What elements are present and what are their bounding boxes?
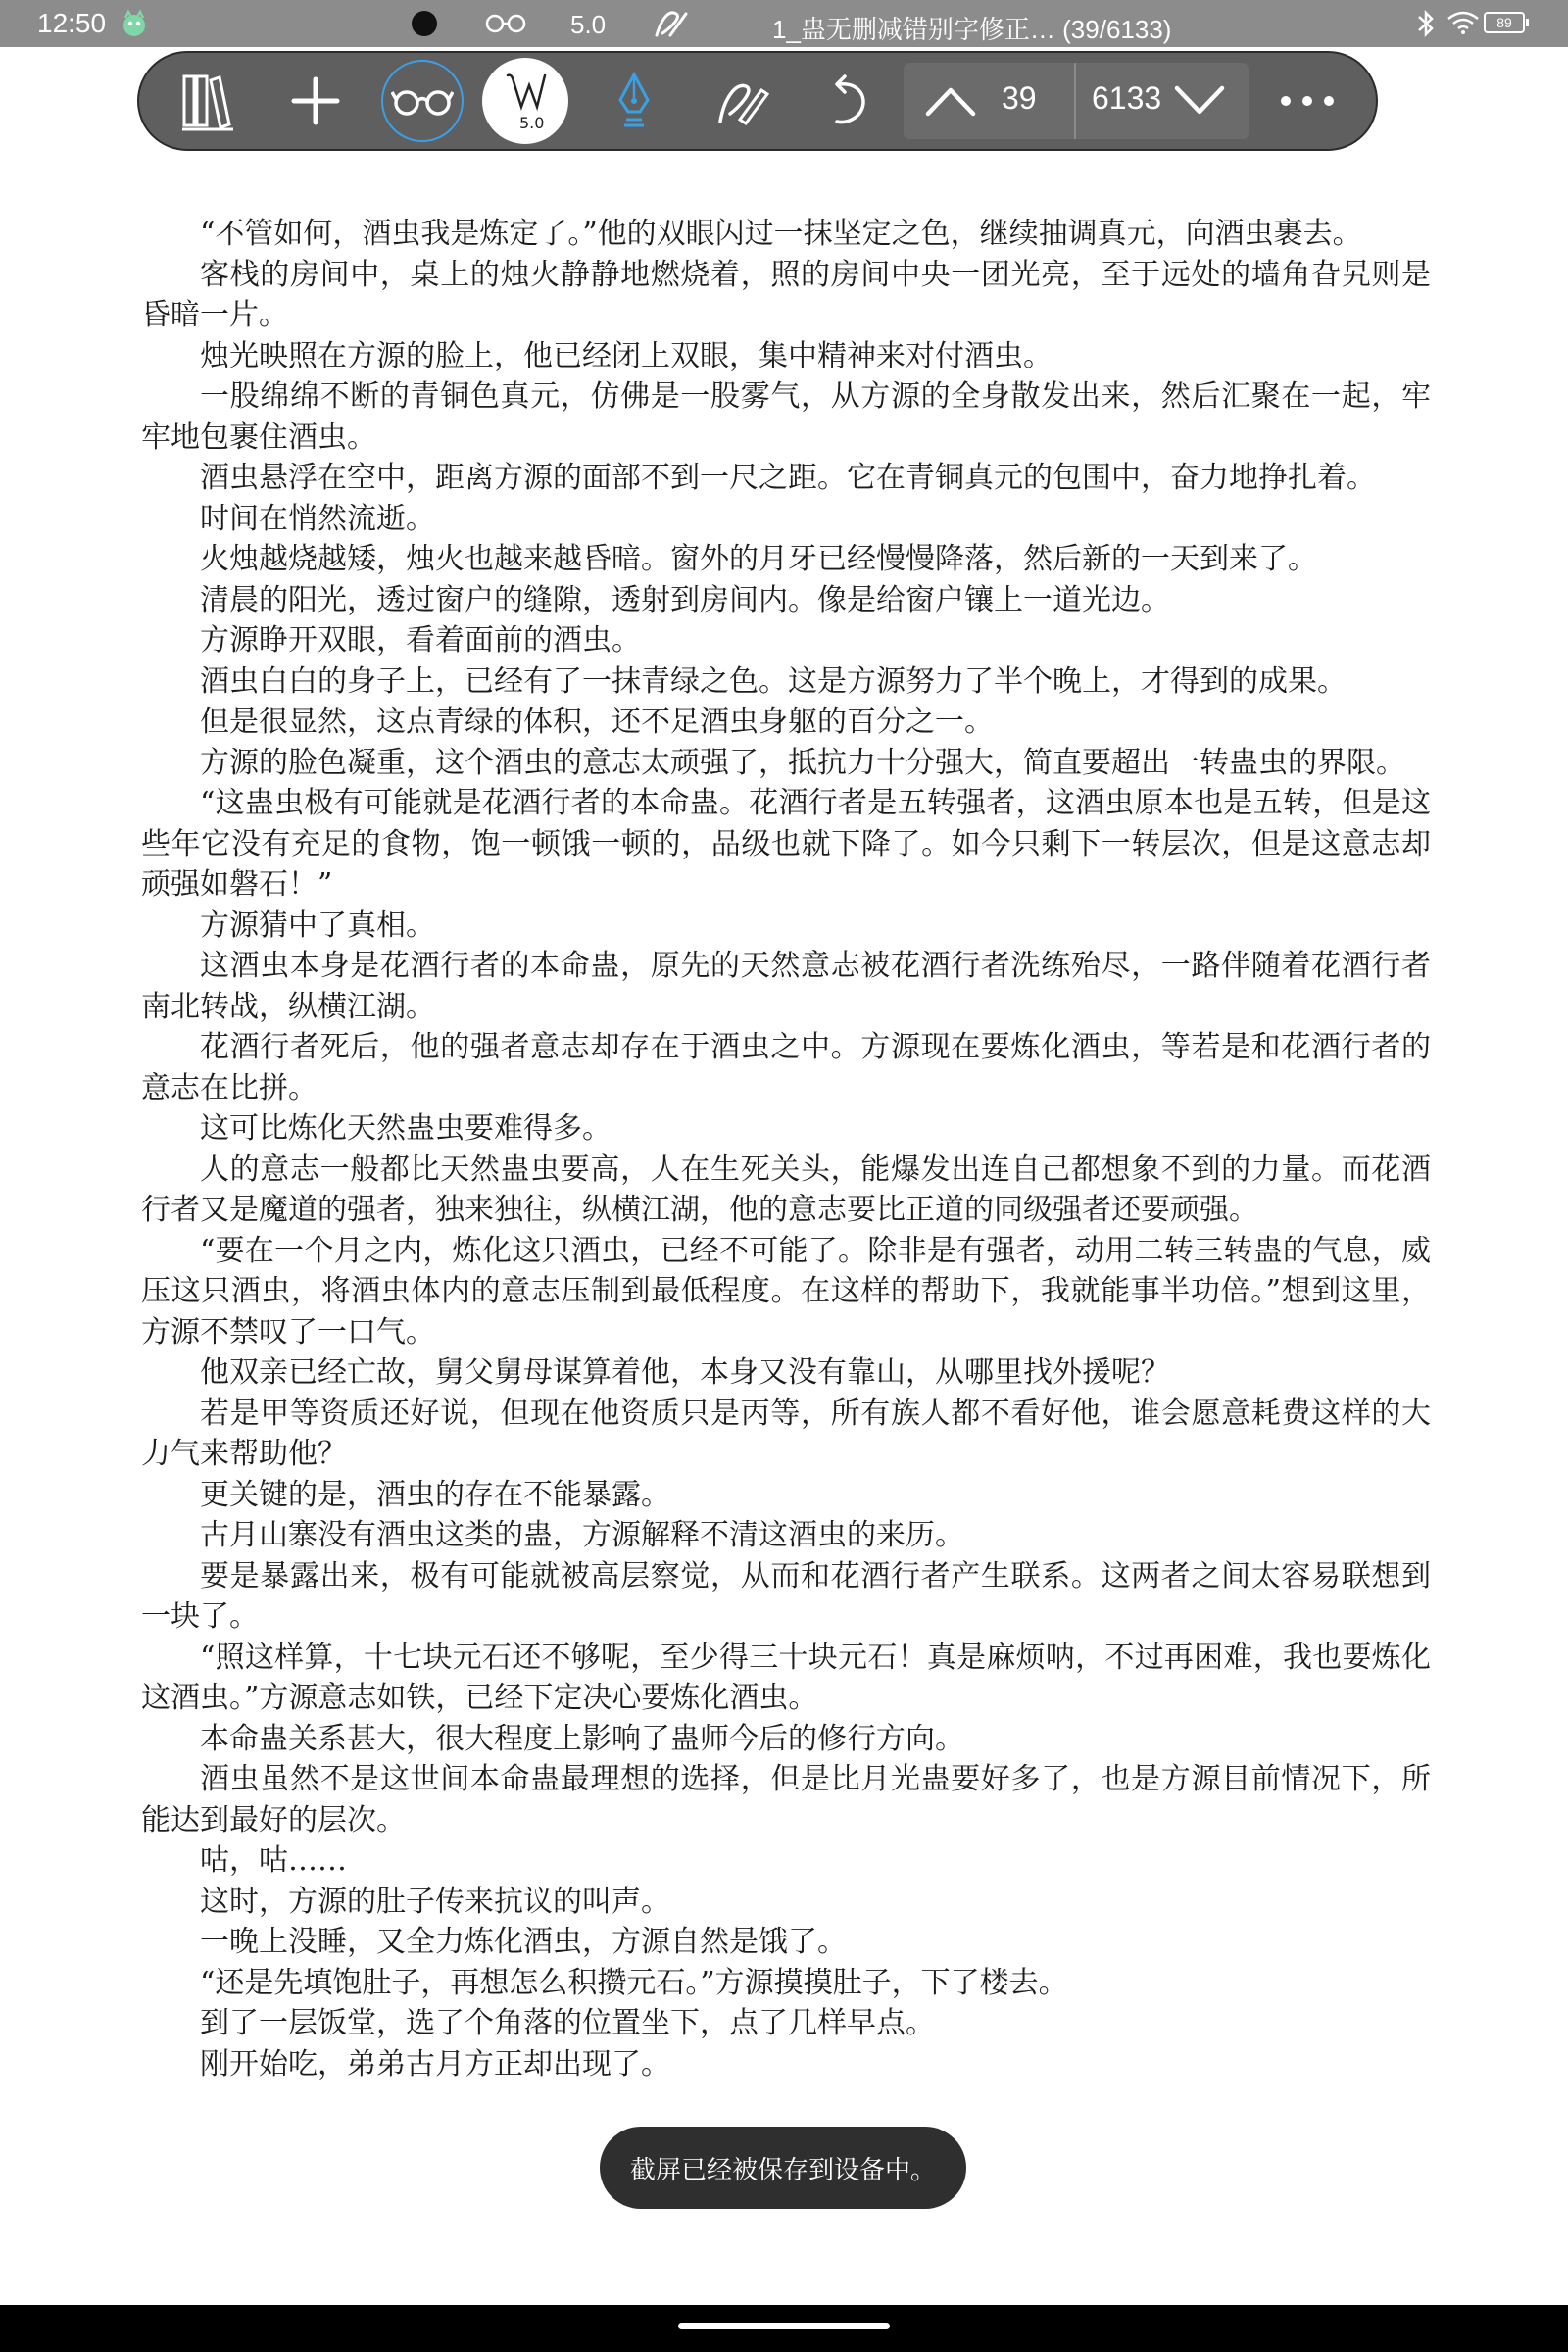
wifi-icon bbox=[1446, 10, 1480, 35]
signature-icon bbox=[653, 6, 692, 41]
paragraph: 酒虫白白的身子上，已经有了一抹青绿之色。这是方源努力了半个晚上，才得到的成果。 bbox=[200, 663, 1347, 699]
system-navigation-bar bbox=[0, 2305, 1568, 2352]
previous-page-button[interactable] bbox=[921, 73, 980, 129]
glasses-icon bbox=[391, 84, 454, 118]
font-size-button[interactable] bbox=[480, 53, 570, 149]
paragraph: “照这样算，十七块元石还不够呢，至少得三十块元石！真是麻烦呐，不过再困难，我也要炼化这酒虫。”方源意志如铁，已经下定决心要炼化酒虫。 bbox=[141, 1640, 1431, 1715]
bluetooth-icon bbox=[1415, 8, 1437, 39]
clock: 12:50 bbox=[37, 8, 107, 38]
next-page-button[interactable] bbox=[1170, 73, 1229, 129]
paragraph: 时间在悄然流逝。 bbox=[200, 501, 435, 536]
add-button[interactable] bbox=[276, 53, 355, 149]
paragraph: “这蛊虫极有可能就是花酒行者的本命蛊。花酒行者是五转强者，这酒虫原本也是五转，但是这些年它没有充足的食物，饱一顿饿一顿的，品级也就下降了。如今只剩下一转层次，但是这意志却顽强如磐石！” bbox=[141, 786, 1431, 902]
paragraph: 方源的脸色凝重，这个酒虫的意志太顽强了，抵抗力十分强大，简直要超出一转蛊虫的界限。 bbox=[200, 745, 1405, 780]
reading-mode-ring bbox=[381, 60, 464, 142]
paragraph: 酒虫悬浮在空中，距离方源的面部不到一尺之距。它在青铜真元的包围中，奋力地挣扎着。 bbox=[200, 461, 1376, 495]
home-gesture-handle[interactable] bbox=[678, 2323, 890, 2329]
chevron-up-icon bbox=[924, 84, 977, 118]
reader-toolbar bbox=[137, 51, 1378, 151]
paragraph: 更关键的是，酒虫的存在不能暴露。 bbox=[200, 1477, 670, 1512]
paragraph: 烛光映照在方源的脸上，他已经闭上双眼，集中精神来对付酒虫。 bbox=[200, 338, 1053, 373]
paragraph: 但是很显然，这点青绿的体积，还不足酒虫身躯的百分之一。 bbox=[200, 705, 994, 739]
paragraph: 若是甲等资质还好说，但现在他资质只是丙等，所有族人都不看好他，谁会愿意耗费这样的大力气来帮助他？ bbox=[141, 1396, 1431, 1471]
paragraph: 火烛越烧越矮，烛火也越来越昏暗。窗外的月牙已经慢慢降落，然后新的一天到来了。 bbox=[200, 542, 1317, 576]
library-button[interactable] bbox=[169, 53, 247, 149]
page-navigator bbox=[904, 63, 1249, 139]
signature-button[interactable] bbox=[703, 53, 781, 149]
font-size-value: 5.0 bbox=[519, 114, 545, 132]
pen-tool-button[interactable] bbox=[600, 53, 668, 149]
app-mascot-icon bbox=[120, 9, 149, 38]
font-size-badge bbox=[482, 58, 568, 144]
font-w-icon bbox=[482, 62, 568, 121]
bookshelf-icon bbox=[180, 71, 235, 131]
status-bar bbox=[0, 0, 1568, 47]
paragraph: 清晨的阳光，透过窗户的缝隙，透射到房间内。像是给窗户镶上一道光边。 bbox=[200, 582, 1170, 617]
paragraph: “不管如何，酒虫我是炼定了。”他的双眼闪过一抹坚定之色，继续抽调真元，向酒虫裹去。 bbox=[200, 217, 1362, 251]
paragraph: 要是暴露出来，极有可能就被高层察觉，从而和花酒行者产生联系。这两者之间太容易联想到一块了。 bbox=[141, 1558, 1431, 1634]
battery-indicator: 89 bbox=[1484, 12, 1525, 33]
signature-pen-icon bbox=[714, 74, 769, 127]
paragraph: 本命蛊关系甚大，很大程度上影响了蛊师今后的修行方向。 bbox=[200, 1721, 964, 1756]
paragraph: “还是先填饱肚子，再想怎么积攒元石。”方源摸摸肚子，下了楼去。 bbox=[200, 1965, 1068, 2000]
reading-content[interactable] bbox=[141, 214, 1431, 2084]
undo-button[interactable] bbox=[813, 53, 882, 149]
paragraph: 咕，咕…… bbox=[200, 1843, 347, 1878]
fountain-pen-icon bbox=[614, 71, 654, 131]
paragraph: “要在一个月之内，炼化这只酒虫，已经不可能了。除非是有强者，动用二转三转蛊的气息，威压这只酒虫，将酒虫体内的意志压制到最低程度。在这样的帮助下，我就能事半功倍。”想到这里，方源不禁叹了一口气。 bbox=[141, 1233, 1431, 1349]
paragraph: 方源睁开双眼，看着面前的酒虫。 bbox=[200, 623, 641, 658]
pager-divider bbox=[1074, 63, 1076, 139]
paragraph: 方源猜中了真相。 bbox=[200, 907, 435, 943]
reading-mode-button[interactable] bbox=[378, 53, 466, 149]
paragraph: 这时，方源的肚子传来抗议的叫声。 bbox=[200, 1884, 670, 1919]
plus-icon bbox=[290, 75, 341, 126]
paragraph: 酒虫虽然不是这世间本命蛊最理想的选择，但是比月光蛊要好多了，也是方源目前情况下，所能达到最好的层次。 bbox=[141, 1762, 1431, 1838]
paragraph: 到了一层饭堂，选了个角落的位置坐下，点了几样早点。 bbox=[200, 2006, 935, 2040]
more-options-button[interactable] bbox=[1268, 53, 1347, 149]
total-pages-number[interactable]: 6133 bbox=[1092, 80, 1162, 116]
chevron-down-icon bbox=[1173, 84, 1226, 118]
reading-mode-icon bbox=[484, 10, 527, 37]
paragraph: 古月山寨没有酒虫这类的蛊，方源解释不清这酒虫的来历。 bbox=[200, 1518, 964, 1552]
paragraph: 一晚上没睡，又全力炼化酒虫，方源自然是饿了。 bbox=[200, 1925, 847, 1959]
paragraph: 刚开始吃，弟弟古月方正却出现了。 bbox=[200, 2046, 670, 2082]
zoom-level: 5.0 bbox=[570, 10, 607, 39]
more-dots-icon bbox=[1278, 94, 1337, 108]
paragraph: 花酒行者死后，他的强者意志却存在于酒虫之中。方源现在要炼化酒虫，等若是和花酒行者的意志在比拼。 bbox=[141, 1030, 1431, 1105]
paragraph: 这酒虫本身是花酒行者的本命蛊，原先的天然意志被花酒行者洗练殆尽，一路伴随着花酒行者南北转战，纵横江湖。 bbox=[141, 949, 1431, 1024]
paragraph: 这可比炼化天然蛊虫要难得多。 bbox=[200, 1111, 612, 1146]
paragraph: 他双亲已经亡故，舅父舅母谋算着他，本身又没有靠山，从哪里找外援呢？ bbox=[200, 1355, 1170, 1390]
screenshot-saved-toast: 截屏已经被保存到设备中。 bbox=[600, 2127, 966, 2209]
paragraph: 客栈的房间中，桌上的烛火静静地燃烧着，照的房间中央一团光亮，至于远处的墙角旮旯则是昏暗一片。 bbox=[141, 257, 1431, 332]
paragraph: 一股绵绵不断的青铜色真元，仿佛是一股雾气，从方源的全身散发出来，然后汇聚在一起，牢牢地包裹住酒虫。 bbox=[141, 379, 1431, 455]
document-title: 1_蛊无删减错别字修正… (39/6133) bbox=[772, 15, 1172, 44]
paragraph: 人的意志一般都比天然蛊虫要高，人在生死关头，能爆发出连自己都想象不到的力量。而花酒行者又是魔道的强者，独来独往，纵横江湖，他的意志要比正道的同级强者还要顽强。 bbox=[141, 1152, 1431, 1227]
undo-icon bbox=[825, 74, 870, 127]
recording-dot-icon bbox=[412, 11, 437, 36]
current-page-number[interactable]: 39 bbox=[1002, 80, 1037, 116]
